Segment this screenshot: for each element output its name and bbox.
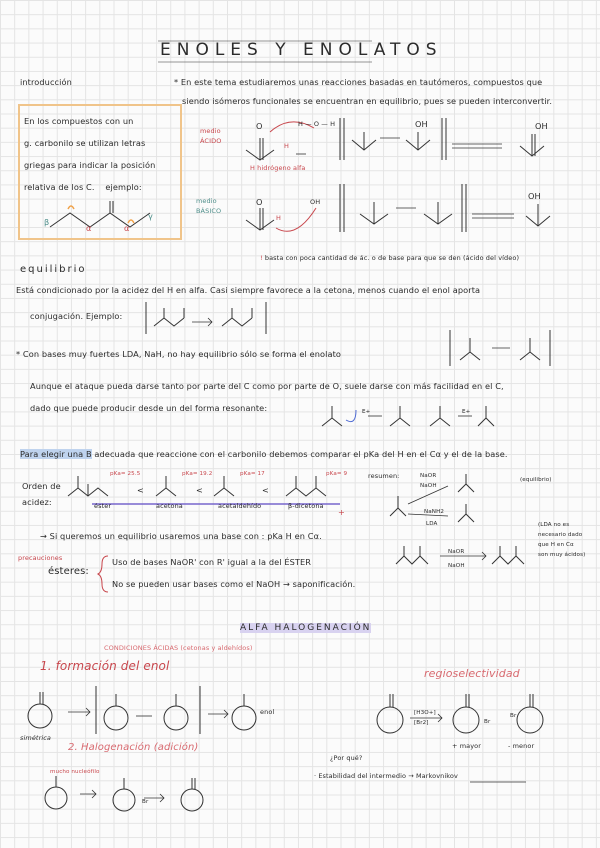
- greek-box-text: [24, 110, 155, 198]
- inequality: <: [137, 485, 144, 495]
- intro-heading: introducción: [20, 77, 72, 87]
- greek-label: β: [44, 217, 50, 227]
- base-mechanism-scheme: [240, 180, 600, 250]
- nucleofilo-label: mucho nucleófilo: [50, 769, 100, 775]
- base-label: NaOR: [420, 473, 437, 479]
- box-line: griegas para indicar la posición: [24, 160, 156, 170]
- compound-name: β-dicetona: [288, 502, 324, 510]
- ataque-line1: Aunque el ataque pueda darse tanto por parte del C como por parte de O, suele darse con más facilidad en el C,: [30, 381, 504, 391]
- enolate-resonance: [446, 328, 556, 368]
- compound-name: éster: [94, 502, 112, 510]
- greek-label: α: [124, 223, 130, 233]
- intro-bullet: * En este tema estudiaremos unas reacciones basadas en tautómeros, compuestos que: [174, 77, 543, 87]
- acidity-plus: +: [338, 507, 345, 517]
- medio-acido-label: medio ÁCIDO: [200, 127, 222, 145]
- base-label: NaOH: [448, 563, 465, 569]
- medio-basico-label: medio BÁSICO: [196, 197, 222, 215]
- pka-value: pKa= 17: [240, 471, 265, 477]
- electrophile-label: E+: [462, 409, 471, 415]
- inequality: <: [196, 485, 203, 495]
- electrophile-label: E+: [362, 409, 371, 415]
- oh-label: OH: [528, 191, 541, 201]
- equilibrio-note: → Si queremos un equilibrio usaremos una base con : pKa H en Cα.: [40, 531, 322, 541]
- lda-note: (LDA no es necesario dado que H en Cα son muy ácidos): [538, 522, 586, 558]
- alfa-heading: ALFA HALOGENACIÓN: [240, 623, 372, 633]
- oh-label: OH: [535, 121, 548, 131]
- compound-name: acetaldehído: [218, 502, 262, 510]
- intro-bullet-cont: siendo isómeros funcionales se encuentran en equilibrio, pues se pueden interconvertir.: [182, 96, 553, 106]
- compound-name: acetona: [156, 502, 183, 510]
- conjugation-example: [142, 300, 272, 336]
- ester-rule: No se pueden usar bases como el NaOH → saponificación.: [112, 579, 356, 589]
- pka-value: pKa= 19.2: [182, 471, 213, 477]
- regio-label: regioselectividad: [424, 667, 520, 680]
- pka-value: pKa= 25.5: [110, 471, 141, 477]
- oh-label: OH: [415, 119, 428, 129]
- equilibrio-heading: equilibrio: [20, 264, 87, 275]
- hoh-label: H — O — H: [298, 120, 336, 128]
- c-attack-scheme: [318, 398, 498, 434]
- enol-label: enol: [260, 708, 275, 716]
- greek-label: γ: [148, 211, 153, 221]
- esteres-label: ésteres:: [48, 566, 89, 577]
- regio-scheme: [370, 690, 560, 740]
- halogenation-scheme: [40, 770, 230, 820]
- resumen-label: resumen:: [368, 472, 400, 480]
- bromine-label: Br: [142, 799, 149, 805]
- step2-label: 2. Halogenación (adición): [68, 742, 199, 753]
- pka-lead-highlight: Para elegir una B: [20, 449, 92, 459]
- h-label: H: [284, 142, 289, 150]
- enol-formation-scheme: [20, 678, 270, 738]
- markovnikov-underline: [470, 780, 530, 784]
- precauciones-label: precauciones: [18, 554, 63, 562]
- simetrica-label: simétrica: [20, 734, 52, 742]
- box-line: En los compuestos con un: [24, 116, 134, 126]
- greek-label: α: [86, 223, 92, 233]
- inequality: <: [262, 485, 269, 495]
- title-underline: [158, 37, 388, 65]
- base-label: NaNH2: [424, 509, 445, 515]
- regio-reagents: [H3O+] [Br2]: [414, 710, 436, 726]
- resumen-scheme: [384, 466, 494, 530]
- pka-value: pKa= 9: [326, 471, 348, 477]
- bromine-label: Br: [510, 713, 517, 719]
- carbonyl-o: O: [256, 121, 263, 131]
- base-label: LDA: [426, 521, 438, 527]
- esteres-brace: [98, 554, 110, 594]
- porque-label: ¿Por qué?: [330, 754, 363, 762]
- basta-note: ! basta con poca cantidad de ác. o de base para que se den (ácido del vídeo): [260, 254, 520, 262]
- pka-lead: [20, 448, 508, 460]
- menor-label: - menor: [508, 742, 535, 750]
- pka-lead-text: adecuada que reaccione con el carbonilo debemos comparar el pKa del H en el Cα y el de la base.: [94, 449, 508, 459]
- hydroxide-label: OH: [310, 198, 321, 206]
- bases-line: * Con bases muy fuertes LDA, NaH, no hay equilibrio sólo se forma el enolato: [16, 349, 342, 359]
- equilibrio-line1: Está condicionado por la acidez del H en alfa. Casi siempre favorece a la cetona, menos cuando el enol aporta: [16, 285, 481, 295]
- step1-label: 1. formación del enol: [40, 659, 170, 673]
- condiciones-label: CONDICIONES ÁCIDAS (cetonas y aldehídos): [104, 644, 253, 652]
- estabilidad-label: · Estabilidad del intermedio → Markovnikov: [314, 772, 458, 780]
- ataque-line2: dado que puede producir desde un del forma resonante:: [30, 403, 268, 413]
- box-line: relativa de los C. ejemplo:: [24, 182, 142, 192]
- base-label: NaOH: [420, 483, 437, 489]
- bromine-label: Br: [484, 719, 491, 725]
- box-line: g. carbonilo se utilizan letras: [24, 138, 146, 148]
- equilibrio-tag: (equilibrio): [520, 477, 552, 483]
- ester-rule: Uso de bases NaOR' con R' igual a la del ÉSTER: [112, 557, 312, 567]
- base-label: NaOR: [448, 549, 465, 555]
- page-title: ENOLES Y ENOLATOS: [160, 40, 443, 60]
- hidrogeno-alfa-label: H hidrógeno alfa: [250, 164, 306, 172]
- orden-acidez-label: Orden de acidez:: [22, 481, 61, 507]
- mayor-label: + mayor: [452, 742, 482, 750]
- carbonyl-o: O: [256, 197, 263, 207]
- equilibrio-line2: conjugación. Ejemplo:: [30, 311, 123, 321]
- h-label: H: [276, 214, 281, 222]
